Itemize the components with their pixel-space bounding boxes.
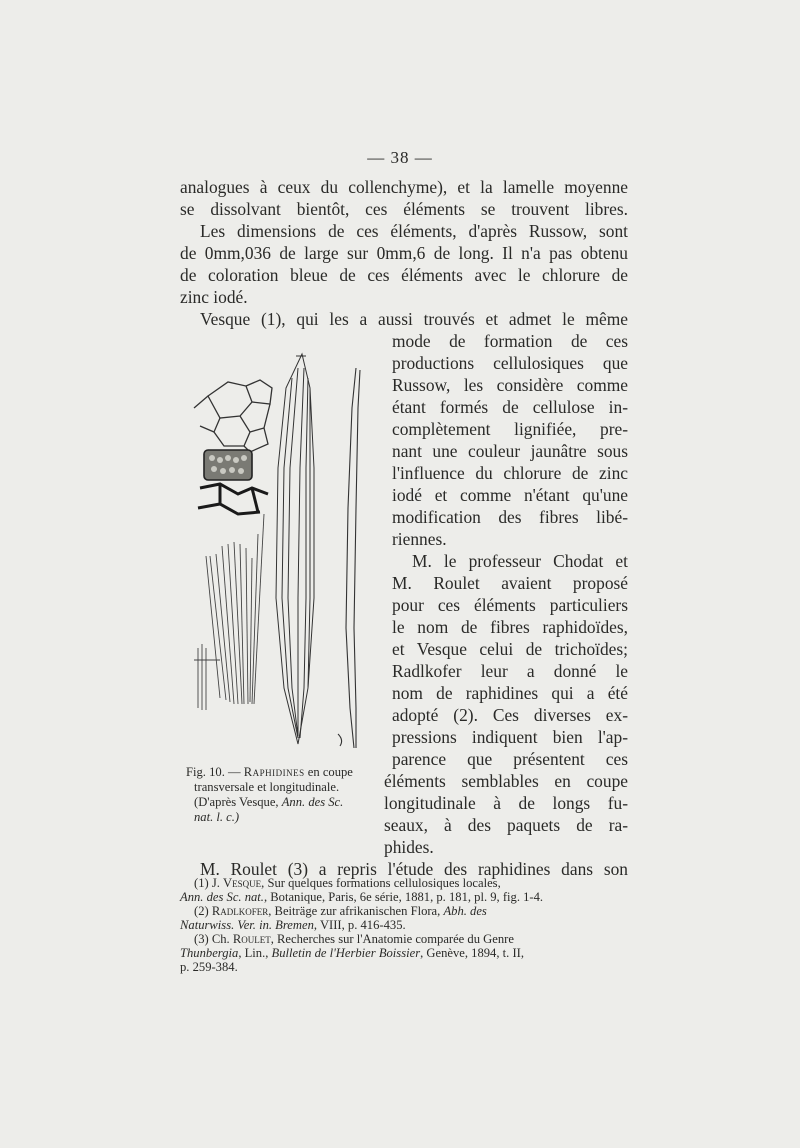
column-line: Radlkofer leur a donné le — [392, 661, 628, 681]
column-line: M. le professeur Chodat et — [412, 551, 628, 571]
column-line: riennes. — [392, 529, 447, 549]
thick-wall-drawing — [198, 484, 268, 514]
caption-line: transversale et longitudinale. — [194, 780, 340, 794]
column-line: productions cellulosiques que — [392, 353, 628, 373]
column-line: longitudinale à de longs fu- — [384, 793, 628, 813]
footnote-2: (2) Radlkofer, Beiträge zur afrikanischen Flora, Abh. des — [194, 904, 487, 918]
body-line: Vesque (1), qui les a aussi trouvés et admet le même — [200, 309, 628, 329]
fibre-bundle-drawing — [194, 514, 264, 710]
column-line: complètement lignifiée, pre- — [392, 419, 628, 439]
column-line: mode de formation de ces — [392, 331, 628, 351]
figure-caption — [186, 765, 374, 825]
column-line: seaux, à des paquets de ra- — [384, 815, 628, 835]
footnote-3-cont: Thunbergia, Lin., Bulletin de l'Herbier Boissier, Genève, 1894, t. II, — [180, 946, 524, 960]
column-line: et Vesque celui de trichoïdes; — [392, 639, 628, 659]
column-line: phides. — [384, 837, 434, 857]
column-line: nant une couleur jaunâtre sous — [392, 441, 628, 461]
caption-line: (D'après Vesque, Ann. des Sc. — [194, 795, 344, 809]
body-line: Les dimensions de ces éléments, d'après Russow, sont — [200, 221, 628, 241]
column-line: le nom de fibres raphidoïdes, — [392, 617, 628, 637]
caption-line: Fig. 10. — Raphidines en coupe — [186, 765, 353, 779]
column-line: étant formés de cellulose in- — [392, 397, 628, 417]
column-line: adopté (2). Ces diverses ex- — [392, 705, 628, 725]
dark-cell-drawing — [204, 450, 252, 480]
body-line: analogues à ceux du collenchyme), et la lamelle moyenne — [180, 177, 628, 197]
spindle-fibre-drawing — [276, 354, 314, 744]
body-line: M. Roulet (3) a repris l'étude des raphidines dans son — [200, 859, 628, 879]
column-line: M. Roulet avaient proposé — [392, 573, 628, 593]
caption-line: nat. l. c.) — [194, 810, 240, 824]
body-line: se dissolvant bientôt, ces éléments se trouvent libres. — [180, 199, 628, 219]
body-line: zinc iodé. — [180, 287, 248, 307]
column-line: iodé et comme n'étant qu'une — [392, 485, 628, 505]
footnote-2-cont: Naturwiss. Ver. in. Bremen, VIII, p. 416-435. — [180, 918, 406, 932]
footnote-3-end: p. 259-384. — [180, 960, 238, 974]
page-number: — 38 — — [367, 148, 433, 167]
body-line: de coloration bleue de ces éléments avec le chlorure de — [180, 265, 628, 285]
raphidines-figure — [180, 348, 372, 758]
column-line: nom de raphidines qui a été — [392, 683, 628, 703]
footnote-1: (1) J. Vesque, Sur quelques formations cellulosiques locales, — [194, 876, 501, 890]
footnote-1-cont: Ann. des Sc. nat., Botanique, Paris, 6e série, 1881, p. 181, pl. 9, fig. 1-4. — [180, 890, 544, 904]
column-line: éléments semblables en coupe — [384, 771, 628, 791]
column-line: pour ces éléments particuliers — [392, 595, 628, 615]
footnote-3: (3) Ch. Roulet, Recherches sur l'Anatomie comparée du Genre — [194, 932, 514, 946]
cell-network-drawing — [194, 380, 272, 452]
thin-fibre-drawing — [338, 368, 360, 748]
column-line: modification des fibres libé- — [392, 507, 628, 527]
column-line: parence que présentent ces — [392, 749, 628, 769]
body-line: de 0mm,036 de large sur 0mm,6 de long. Il n'a pas obtenu — [180, 243, 628, 263]
column-line: Russow, les considère comme — [392, 375, 628, 395]
column-line: pressions indiquent bien l'ap- — [392, 727, 628, 747]
column-line: l'influence du chlorure de zinc — [392, 463, 628, 483]
